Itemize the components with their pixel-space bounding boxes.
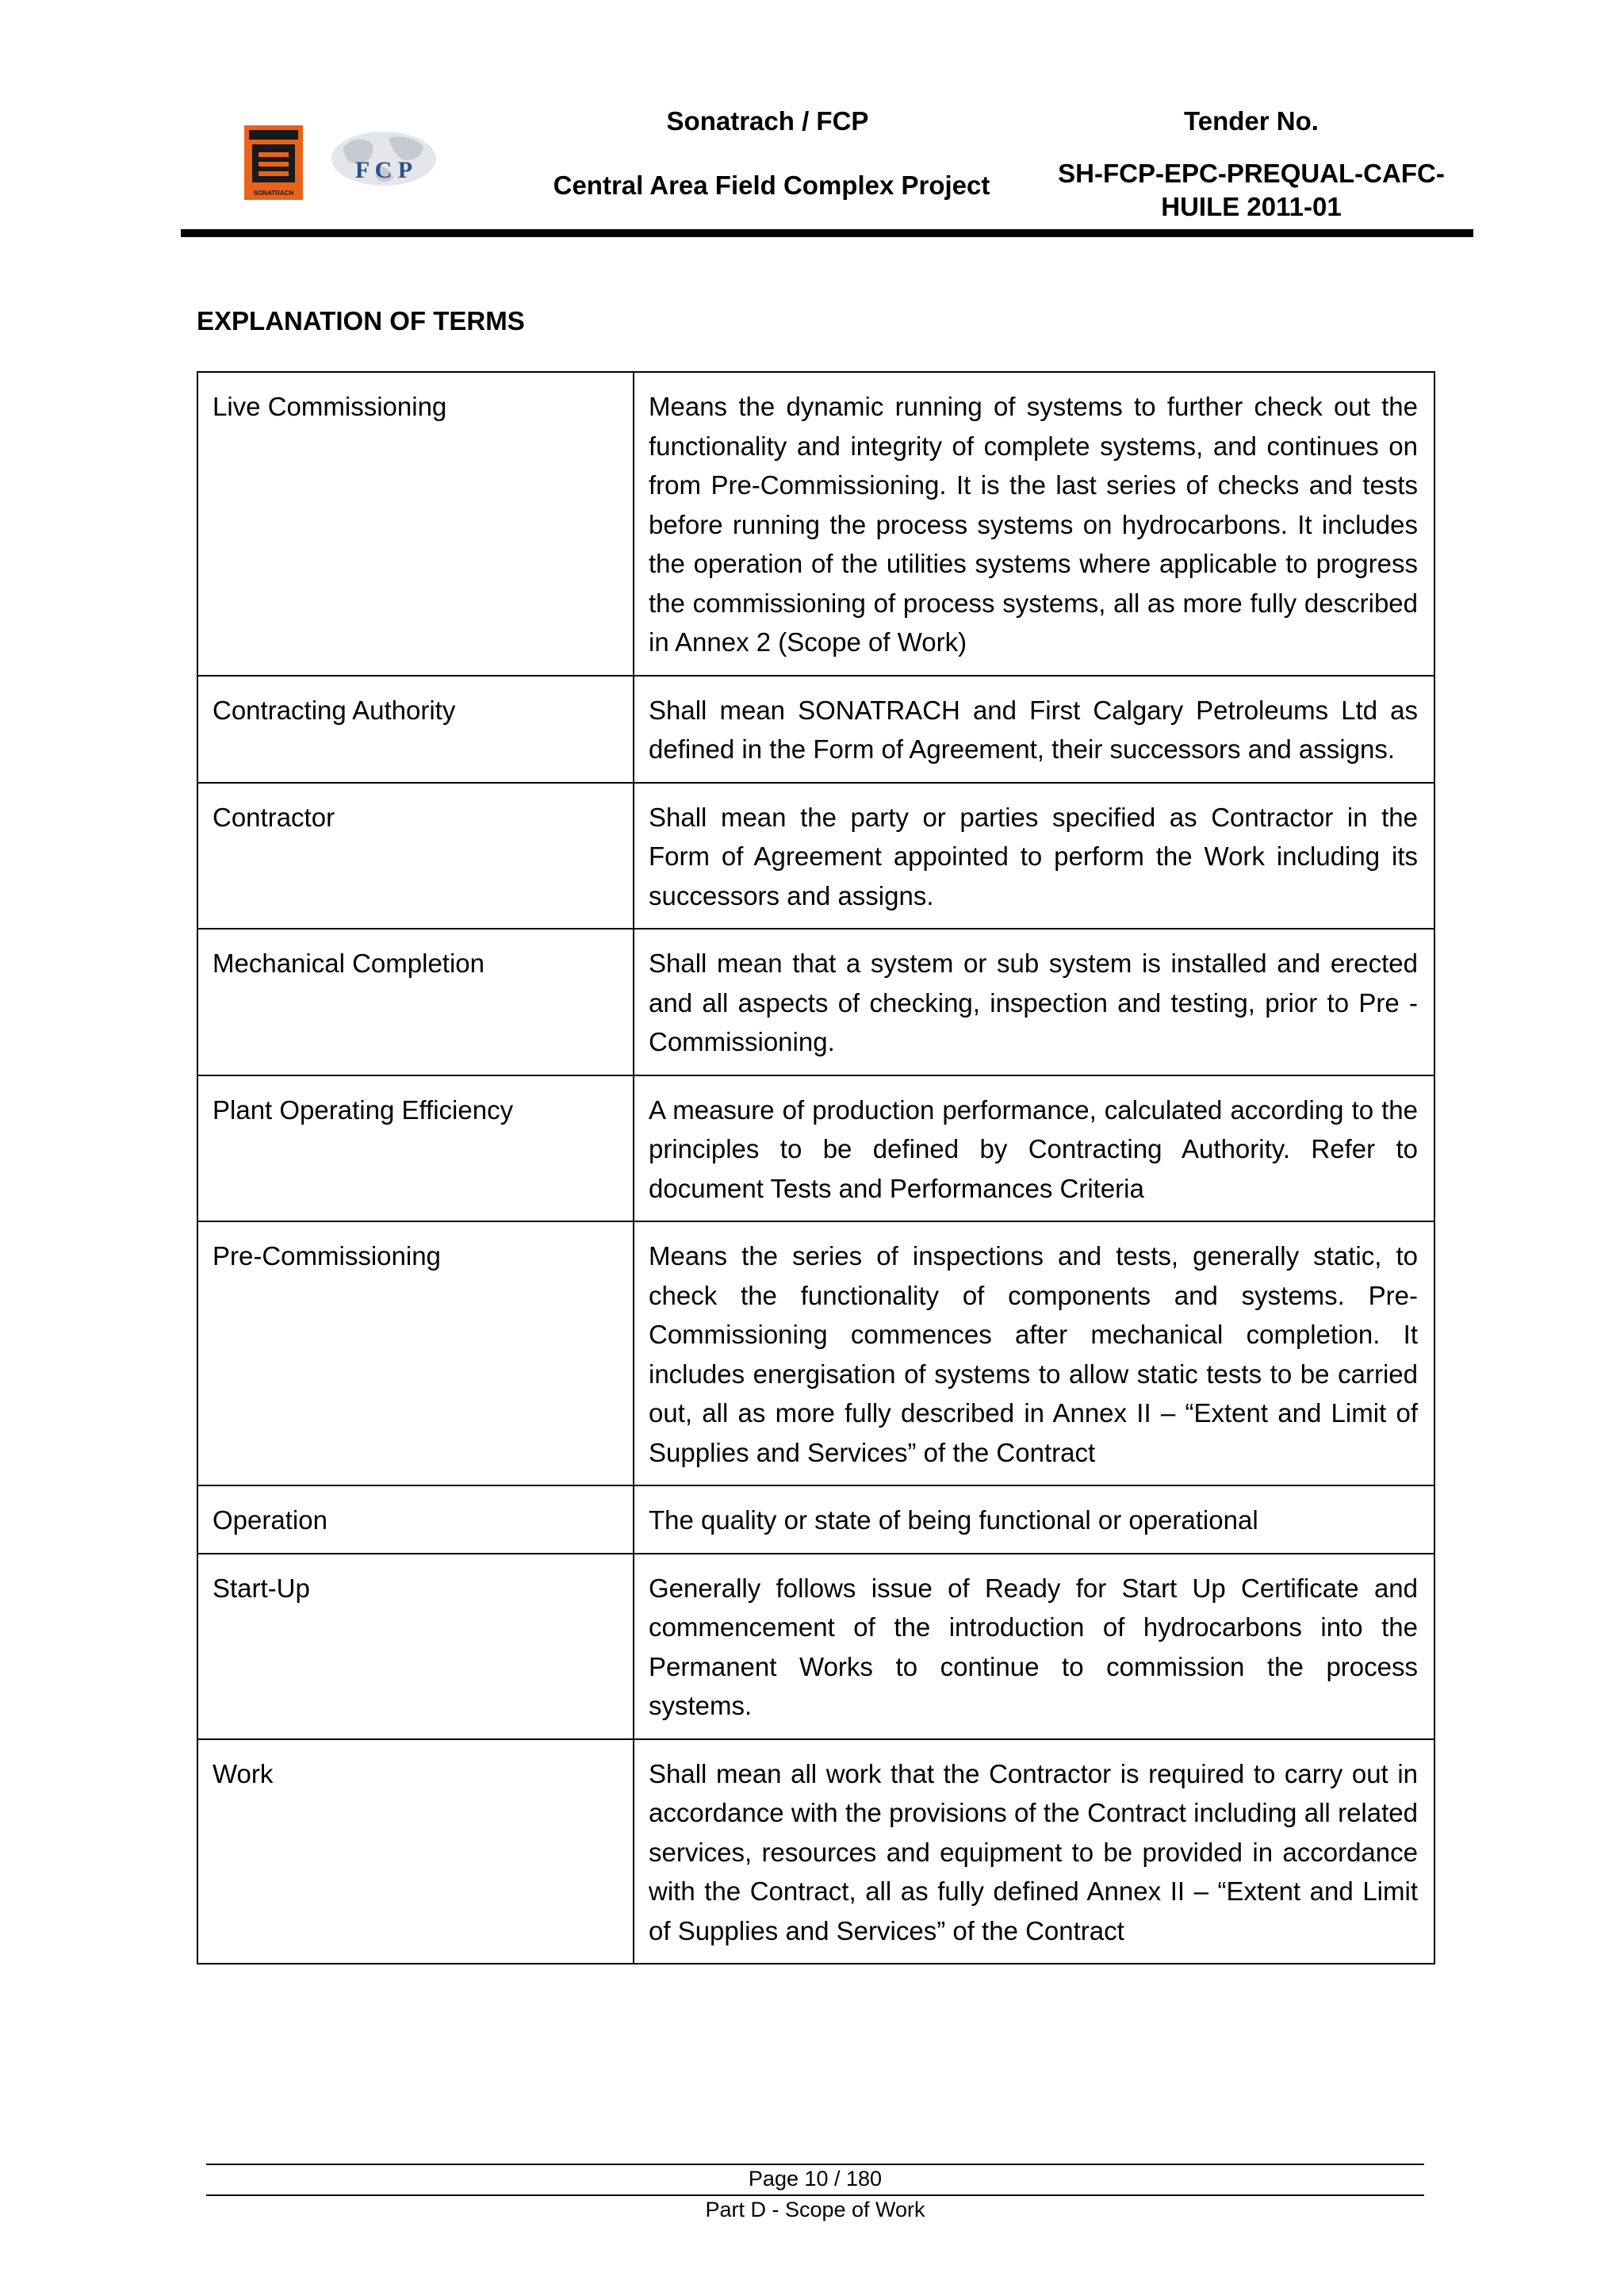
term-cell: Contractor	[197, 783, 634, 930]
sonatrach-logo-text: SONATRACH	[253, 190, 294, 197]
sonatrach-logo	[244, 125, 303, 200]
term-cell: Contracting Authority	[197, 676, 634, 783]
table-row	[197, 1221, 1434, 1485]
table-row	[197, 1554, 1434, 1739]
document-part: Part D - Scope of Work	[705, 2198, 925, 2221]
tender-label: Tender No.	[1184, 106, 1319, 136]
term-cell: Pre-Commissioning	[197, 1221, 634, 1485]
definition-cell: The quality or state of being functional or operational	[634, 1485, 1434, 1554]
definition-cell: Generally follows issue of Ready for Start Up Certificate and commencement of the introduction of hydrocarbons into the Permanent Works to continue to commission the process systems.	[634, 1554, 1434, 1739]
table-row	[197, 372, 1434, 676]
definition-cell: Shall mean all work that the Contractor is required to carry out in accordance with the provisions of the Contract including all related services, resources and equipment to be provided in accordance with the Contract, all as fully defined Annex II – “Extent and Limit of Supplies and Services” of the Contract	[634, 1739, 1434, 1964]
term-cell: Start-Up	[197, 1554, 634, 1739]
definition-cell: Shall mean SONATRACH and First Calgary Petroleums Ltd as defined in the Form of Agreement, their successors and assigns.	[634, 676, 1434, 783]
table-row	[197, 676, 1434, 783]
header-logos	[244, 125, 450, 205]
tender-number	[1029, 157, 1473, 224]
fcp-logo	[320, 125, 447, 200]
fcp-logo-text: F C P	[354, 157, 413, 183]
table-row	[197, 783, 1434, 930]
term-cell: Operation	[197, 1485, 634, 1554]
table-row	[197, 1485, 1434, 1554]
definition-cell: A measure of production performance, calculated according to the principles to be defined by Contracting Authority. Refer to document Tests and Performances Criteria	[634, 1075, 1434, 1222]
footer-divider-bottom	[206, 2194, 1424, 2196]
page-header	[181, 95, 1473, 238]
terms-table	[197, 371, 1435, 1964]
company-name: Sonatrach / FCP	[666, 106, 869, 136]
definition-cell: Shall mean that a system or sub system is installed and erected and all aspects of checking, inspection and testing, prior to Pre - Commissioning.	[634, 929, 1434, 1075]
project-name: Central Area Field Complex Project	[553, 171, 990, 200]
tender-number-line2: HUILE 2011-01	[1161, 192, 1342, 221]
table-row	[197, 1739, 1434, 1964]
section-title: EXPLANATION OF TERMS	[197, 306, 525, 335]
term-cell: Mechanical Completion	[197, 929, 634, 1075]
definition-cell: Shall mean the party or parties specified as Contractor in the Form of Agreement appointed to perform the Work including its successors and assigns.	[634, 783, 1434, 930]
header-divider	[181, 229, 1473, 237]
footer-divider-top	[206, 2164, 1424, 2165]
table-row	[197, 1075, 1434, 1222]
term-cell: Live Commissioning	[197, 372, 634, 676]
tender-number-line1: SH-FCP-EPC-PREQUAL-CAFC-	[1058, 159, 1445, 188]
term-cell: Work	[197, 1739, 634, 1964]
definition-cell: Means the series of inspections and tests, generally static, to check the functionality of components and systems. Pre-Commissioning commences after mechanical completion. It includes energisation of systems to allow static tests to be carried out, all as more fully described in Annex II – “Extent and Limit of Supplies and Services” of the Contract	[634, 1221, 1434, 1485]
page-number: Page 10 / 180	[748, 2167, 883, 2191]
definition-cell: Means the dynamic running of systems to further check out the functionality and integrity of complete systems, and continues on from Pre-Commissioning. It is the last series of checks and tests before running the process systems on hydrocarbons. It includes the operation of the utilities systems where applicable to progress the commissioning of process systems, all as more fully described in Annex 2 (Scope of Work)	[634, 372, 1434, 676]
table-row	[197, 929, 1434, 1075]
term-cell: Plant Operating Efficiency	[197, 1075, 634, 1222]
